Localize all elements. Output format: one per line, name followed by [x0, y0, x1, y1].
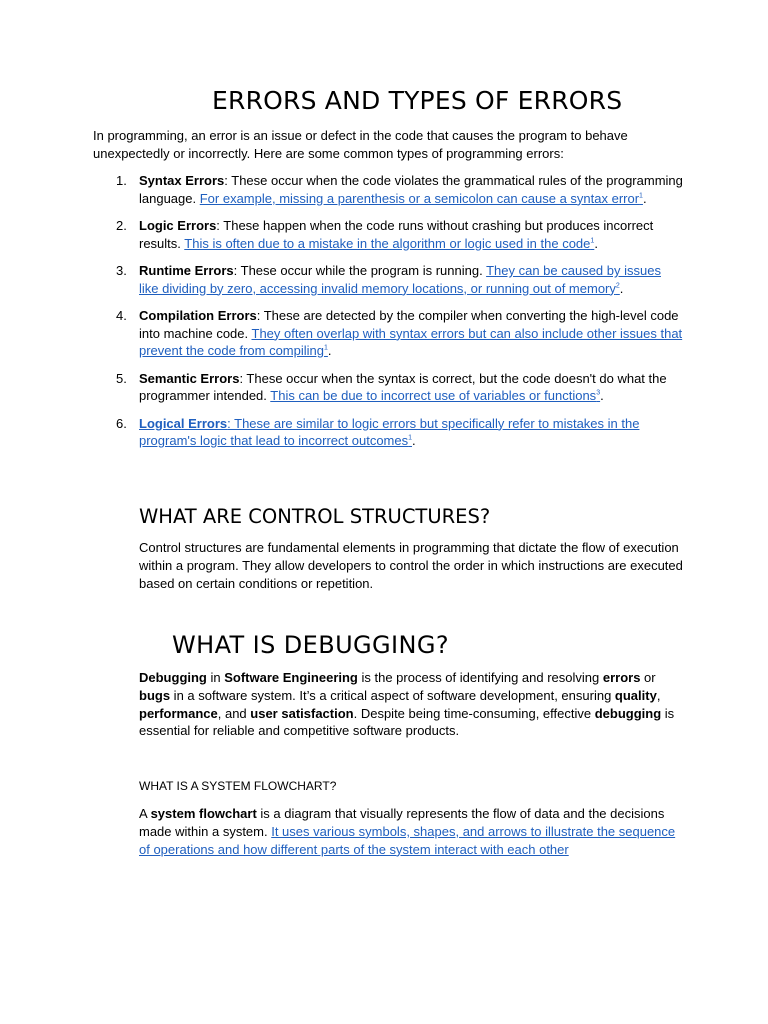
citation-link[interactable]: Logical Errors: These are similar to logic errors but specifically refer to mistakes in the program's logic that lead to incorrect outcomes$^1$ — [139, 415, 640, 448]
error-description: : These occur while the program is running. — [233, 263, 487, 278]
debugging-paragraph: Debugging in Software Engineering is the process of identifying and resolving errors or bugs in a software system. It’s a critical aspect of software development, ensuring quality, performance, and user satisfaction. Despite being time-consuming, effective debugging is essential for reliable and competitive software products. — [139, 670, 675, 739]
list-number: 1. — [116, 173, 127, 188]
list-number: 3. — [116, 263, 127, 278]
citation-link[interactable]: It uses various symbols, shapes, and arrows to illustrate the sequence of operations and how different parts of the system interact with each other — [139, 823, 676, 857]
list-number: 4. — [116, 308, 127, 323]
citation-link[interactable]: This is often due to a mistake in the algorithm or logic used in the code$^1$ — [184, 235, 595, 251]
citation-link[interactable]: For example, missing a parenthesis or a semicolon can cause a syntax error$^1$ — [199, 190, 643, 206]
footnote-ref[interactable]: 3 — [596, 389, 601, 397]
flowchart-paragraph: A system flowchart is a diagram that visually represents the flow of data and the decisions made within a system. It uses various symbols, shapes, and arrows to illustrate the sequence of operations and how different parts of the system interact with each other — [139, 806, 676, 857]
error-description: : These occur when the code violates the grammatical rules of the programming language. — [139, 173, 683, 206]
citation-link[interactable]: This can be due to incorrect use of variables or functions$^3$ — [270, 388, 601, 403]
list-number: 5. — [116, 370, 127, 386]
citation-link[interactable]: They can be caused by issues like dividing by zero, accessing invalid memory locations, or running out of memory$^2$ — [139, 263, 661, 296]
error-description: : These occur when the syntax is correct, but the code doesn't do what the programmer intended. — [139, 370, 667, 403]
flowchart-heading: WHAT IS A SYSTEM FLOWCHART? — [139, 779, 337, 793]
error-term: Syntax Errors — [139, 173, 225, 188]
error-description: : These are detected by the compiler when converting the high-level code into machine code. — [139, 308, 679, 341]
list-number: 2. — [116, 218, 127, 233]
footnote-ref[interactable]: 1 — [639, 192, 643, 200]
control-structures-paragraph: Control structures are fundamental elements in programming that dictate the flow of execution within a program. They allow developers to control the order in which instructions are executed based on certain conditions or repetition. — [139, 540, 683, 591]
error-term: Semantic Errors — [139, 370, 240, 386]
footnote-ref[interactable]: 1 — [323, 344, 328, 352]
flowchart-term: system flowchart — [150, 806, 257, 821]
footnote-ref[interactable]: 2 — [615, 282, 620, 290]
error-term: Logic Errors — [139, 218, 217, 233]
citation-link[interactable]: They often overlap with syntax errors but can also include other issues that prevent the code from compiling$^1$ — [139, 325, 683, 358]
list-number: 6. — [116, 415, 127, 431]
control-structures-heading: WHAT ARE CONTROL STRUCTURES? — [139, 505, 491, 528]
list-item: 5. Semantic Errors: These occur when the syntax is correct, but the code doesn't do what the programmer intended. This can be due to incorrect use of variables or functions$^3$. — [116, 370, 667, 403]
list-item: 4. Compilation Errors: These are detected by the compiler when converting the high-level code into machine code. They often overlap with syntax errors but can also include other issues that prevent the code from compiling$^1$. — [116, 308, 683, 358]
list-item: 6. Logical Errors: These are similar to logic errors but specifically refer to mistakes in the program's logic that lead to incorrect outcomes$^1$. — [116, 415, 640, 448]
debugging-heading: WHAT IS DEBUGGING? — [172, 631, 450, 659]
list-item: 3. Runtime Errors: These occur while the program is running. They can be caused by issues like dividing by zero, accessing invalid memory locations, or running out of memory$^2$. — [116, 263, 661, 296]
intro-paragraph: In programming, an error is an issue or defect in the code that causes the program to behave unexpectedly or incorrectly. Here are some common types of programming errors: — [93, 128, 628, 161]
list-item: 2. Logic Errors: These happen when the code runs without crashing but produces incorrect results. This is often due to a mistake in the algorithm or logic used in the code$^1$. — [116, 218, 654, 251]
footnote-ref[interactable]: 1 — [408, 434, 413, 442]
error-term: Logical Errors — [139, 415, 228, 431]
error-term: Compilation Errors — [139, 308, 257, 323]
footnote-ref[interactable]: 1 — [590, 237, 595, 245]
page-title: ERRORS AND TYPES OF ERRORS — [212, 86, 623, 115]
list-item: 1. Syntax Errors: These occur when the code violates the grammatical rules of the programming language. For example, missing a parenthesis or a semicolon can cause a syntax error$^1$. — [116, 173, 683, 206]
error-types-list — [116, 172, 684, 460]
error-description: : These happen when the code runs without crashing but produces incorrect results. — [139, 218, 654, 251]
error-term: Runtime Errors — [139, 263, 234, 278]
